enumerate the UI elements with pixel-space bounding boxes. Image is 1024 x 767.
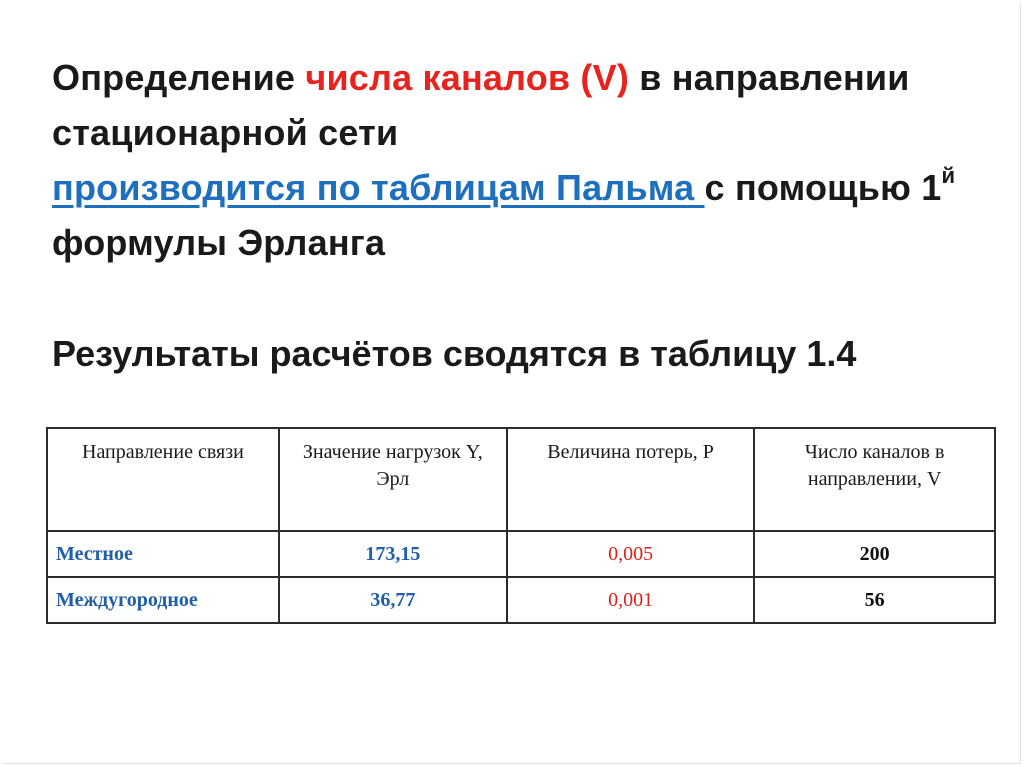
heading-text-1: Определение bbox=[52, 57, 306, 98]
cell-loss: 0,001 bbox=[507, 577, 755, 623]
slide-heading bbox=[52, 50, 982, 270]
results-subheading: Результаты расчётов сводятся в таблицу 1.4 bbox=[52, 333, 857, 374]
heading-text-2: в направлении стационарной сети bbox=[52, 57, 910, 153]
table-header-row bbox=[47, 428, 995, 531]
cell-channels: 200 bbox=[754, 531, 995, 577]
table-row bbox=[47, 531, 995, 577]
header-direction: Направление связи bbox=[47, 428, 279, 531]
palm-tables-link[interactable]: производится по таблицам Пальма bbox=[52, 167, 705, 208]
header-loss: Величина потерь, P bbox=[507, 428, 755, 531]
heading-text-4: формулы Эрланга bbox=[52, 222, 386, 263]
cell-channels: 56 bbox=[754, 577, 995, 623]
cell-direction: Местное bbox=[47, 531, 279, 577]
heading-text-3: с помощью 1 bbox=[704, 167, 942, 208]
header-channels: Число каналов в направлении, V bbox=[754, 428, 995, 531]
heading-superscript: й bbox=[941, 163, 956, 188]
cell-direction: Междугородное bbox=[47, 577, 279, 623]
table-row bbox=[47, 577, 995, 623]
results-table bbox=[46, 427, 996, 624]
cell-loss: 0,005 bbox=[507, 531, 755, 577]
heading-highlight: числа каналов (V) bbox=[305, 57, 630, 98]
header-load: Значение нагрузок Y, Эрл bbox=[279, 428, 507, 531]
cell-load: 173,15 bbox=[279, 531, 507, 577]
cell-load: 36,77 bbox=[279, 577, 507, 623]
